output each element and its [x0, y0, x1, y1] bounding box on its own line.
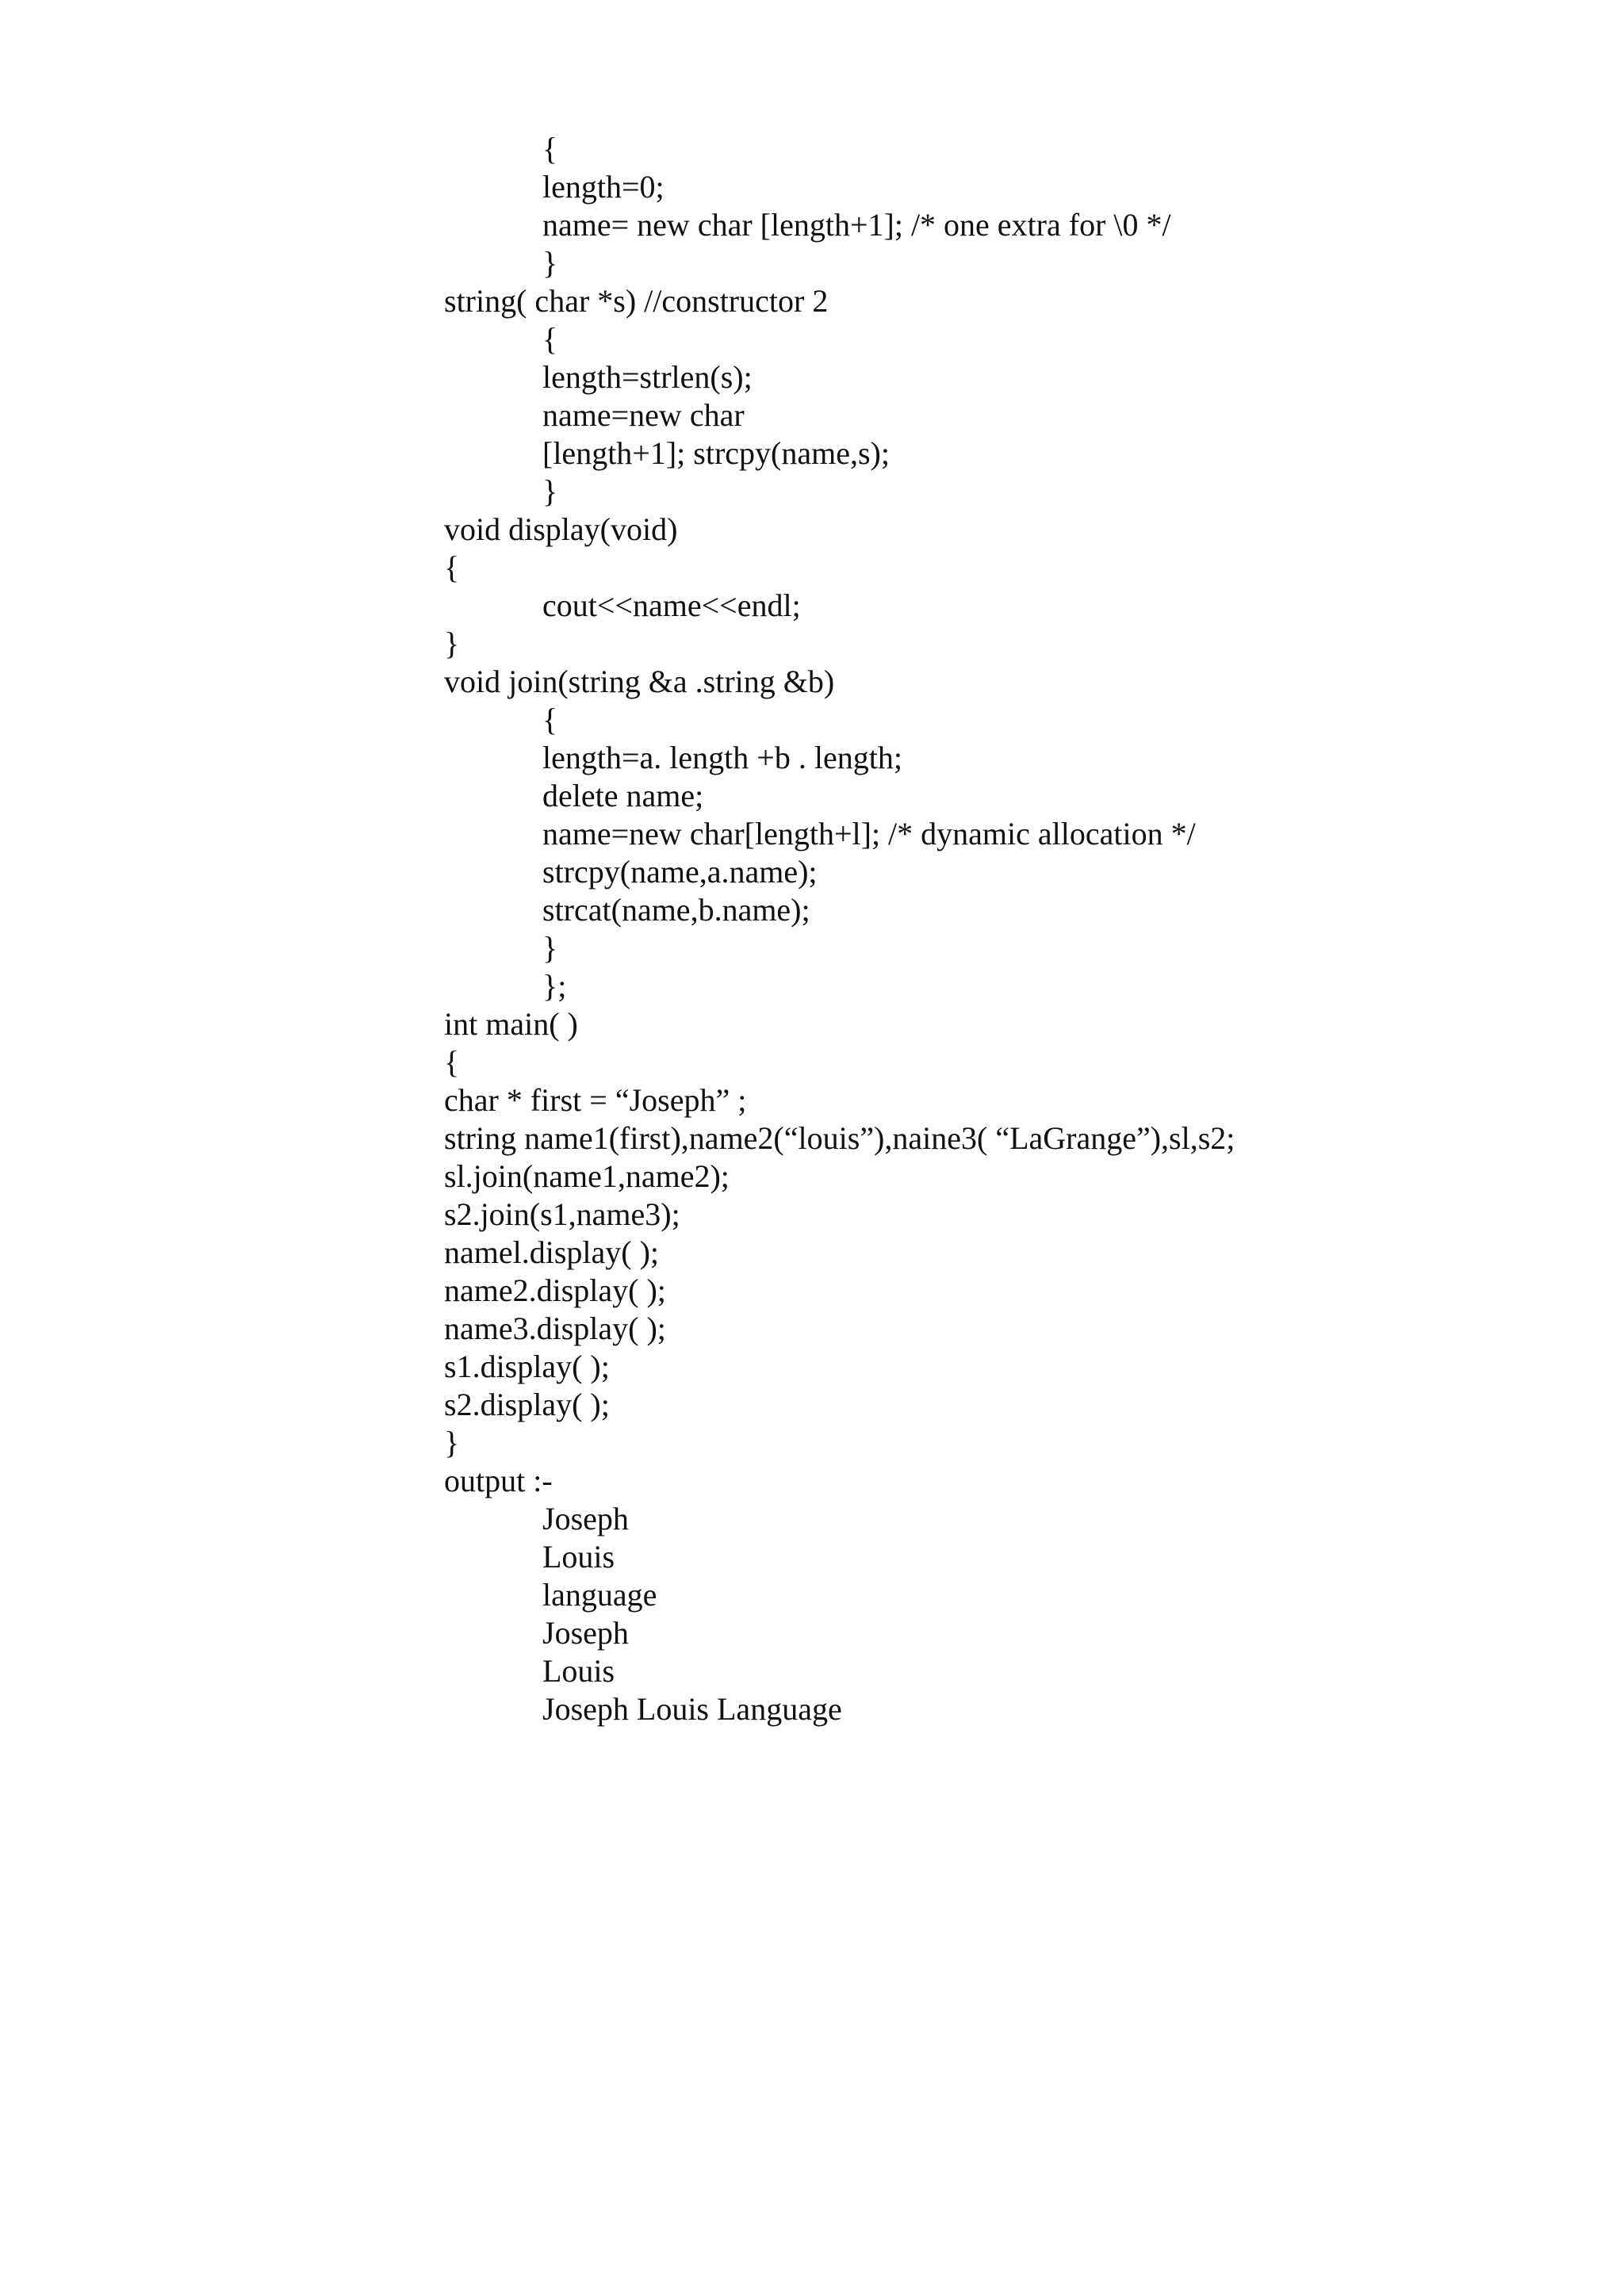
code-line: string( char *s) //constructor 2 — [444, 283, 829, 319]
code-line: Louis — [542, 1653, 615, 1689]
code-listing — [444, 130, 1475, 1728]
code-line: language — [542, 1577, 657, 1613]
code-line: { — [542, 702, 558, 737]
code-line: cout<<name<<endl; — [542, 587, 801, 623]
code-line: { — [542, 131, 558, 166]
code-line: }; — [542, 968, 567, 1004]
code-line: length=a. length +b . length; — [542, 740, 902, 775]
code-line: s2.display( ); — [444, 1387, 610, 1422]
code-line: { — [444, 1044, 460, 1080]
code-line: int main( ) — [444, 1006, 578, 1042]
code-line: } — [542, 245, 558, 281]
code-line: length=strlen(s); — [542, 359, 753, 395]
code-line: [length+1]; strcpy(name,s); — [542, 435, 890, 471]
code-line: } — [444, 1425, 460, 1460]
code-line: output :- — [444, 1463, 553, 1498]
code-line: void join(string &a .string &b) — [444, 664, 835, 699]
code-line: Joseph Louis Language — [542, 1691, 842, 1727]
code-line: length=0; — [542, 169, 665, 205]
code-line: namel.display( ); — [444, 1234, 660, 1270]
code-line: sl.join(name1,name2); — [444, 1158, 730, 1194]
code-line: Joseph — [542, 1615, 629, 1651]
code-line: } — [542, 473, 558, 509]
code-line: name=new char — [542, 397, 745, 433]
code-line: { — [542, 321, 558, 357]
code-line: Joseph — [542, 1501, 629, 1536]
code-line: s2.join(s1,name3); — [444, 1196, 680, 1232]
code-line: } — [444, 626, 460, 661]
code-line: char * first = “Joseph” ; — [444, 1082, 747, 1118]
code-line: name3.display( ); — [444, 1311, 666, 1346]
code-line: string name1(first),name2(“louis”),naine3( “LaGrange”),sl,s2; — [444, 1120, 1235, 1156]
code-line: s1.display( ); — [444, 1349, 610, 1384]
code-line: delete name; — [542, 778, 704, 813]
code-line: Louis — [542, 1539, 615, 1575]
code-line: strcpy(name,a.name); — [542, 854, 818, 890]
code-line: name=new char[length+l]; /* dynamic allocation */ — [542, 816, 1196, 851]
code-line: name= new char [length+1]; /* one extra for \0 */ — [542, 207, 1171, 243]
code-line: } — [542, 930, 558, 966]
code-line: { — [444, 549, 460, 585]
code-line: void display(void) — [444, 511, 678, 547]
code-line: name2.display( ); — [444, 1272, 666, 1308]
code-line: strcat(name,b.name); — [542, 892, 810, 928]
